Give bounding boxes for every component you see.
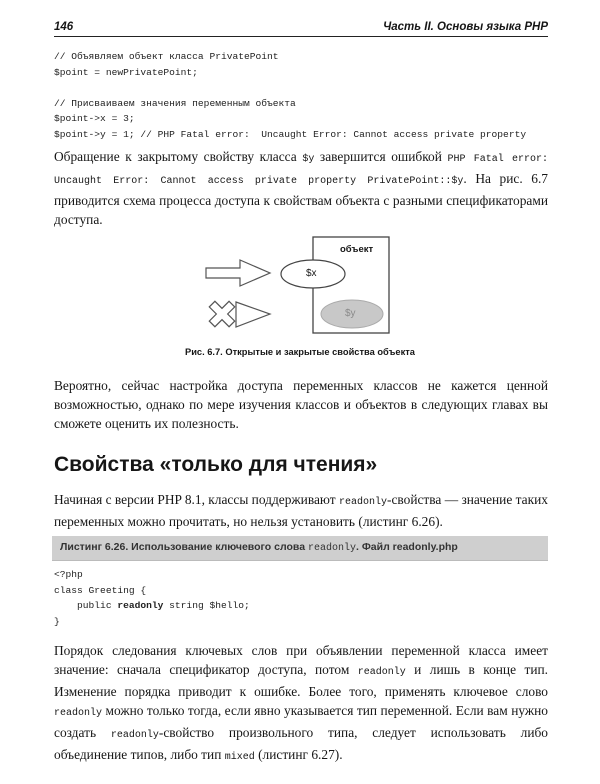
code-line: // Объявляем объект класса PrivatePoint — [54, 51, 279, 62]
code-line: <?php — [54, 569, 83, 580]
access-denied-arrow-icon — [236, 302, 270, 327]
section-heading: Свойства «только для чтения» — [54, 453, 378, 476]
inline-code: readonly — [338, 497, 387, 508]
page-number: 146 — [54, 21, 74, 33]
paragraph-usefulness: Вероятно, сейчас настройка доступа переменных классов не кажется ценной возможностью, однако по мере изучения классов и объектов в следующих главах вы сможете оценить их полезность. — [54, 378, 548, 431]
inline-code: mixed — [224, 752, 255, 763]
private-property-label: $y — [345, 308, 356, 319]
paragraph-keyword-order: Порядок следования ключевых слов при объявлении переменной класса имеет значение: сначала спецификатор доступа, потом readonly и лишь в конце тип. Изменение порядка приводит к ошибке. Более того, применять ключевое слово readonly можно только тогда, если явно указывается тип переменной. Если вам нужно создать readonly-свойство произвольного типа, следует использовать либо объединение типов, либо тип mixed (листинг 6.27). — [54, 643, 549, 763]
paragraph-access-error: Обращение к закрытому свойству класса $y завершится ошибкой PHP Fatal error: Uncaught Error: Cannot access private property PrivatePoint::$y. На рис. 6.7 приводится схема процесса доступа к свойствам объекта с разными спецификаторами доступа. — [54, 149, 548, 227]
code-line: } — [54, 615, 60, 627]
code-line: $point = newPrivatePoint; — [54, 66, 198, 78]
inline-code: readonly — [54, 708, 103, 719]
listing-title: Листинг 6.26. Использование ключевого слова readonly. Файл readonly.php — [60, 541, 458, 554]
readonly-keyword: readonly — [117, 600, 164, 612]
paragraph-readonly-intro: Начиная с версии PHP 8.1, классы поддерживают readonly-свойства — значение таких переменных можно прочитать, но нельзя установить (листинг 6.26). — [54, 492, 548, 529]
inline-code: readonly — [357, 667, 406, 678]
code-block-readonly — [54, 567, 250, 629]
listing-title-bar — [52, 536, 548, 560]
figure-6-7 — [0, 0, 600, 360]
code-line: public readonly string $hello; — [54, 600, 250, 612]
inline-code: PHP Fatal error: Uncaught Error: Cannot access private property PrivatePoint::$y — [54, 154, 548, 187]
object-label: объект — [340, 244, 374, 255]
chapter-title: Часть II. Основы языка PHP — [383, 21, 548, 33]
code-line: class Greeting { — [54, 584, 147, 596]
code-line: // Присваиваем значения переменным объекта — [54, 97, 296, 109]
public-property-label: $x — [306, 268, 317, 279]
code-line: $point->y = 1; // PHP Fatal error: Uncaught Error: Cannot access private property — [54, 128, 527, 140]
figure-caption: Рис. 6.7. Открытые и закрытые свойства объекта — [185, 347, 415, 357]
access-allowed-arrow-icon — [206, 260, 270, 286]
inline-code: $y — [302, 154, 315, 165]
code-line: $point->x = 3; — [54, 113, 135, 125]
access-diagram — [0, 0, 600, 345]
inline-code: readonly — [110, 730, 159, 741]
